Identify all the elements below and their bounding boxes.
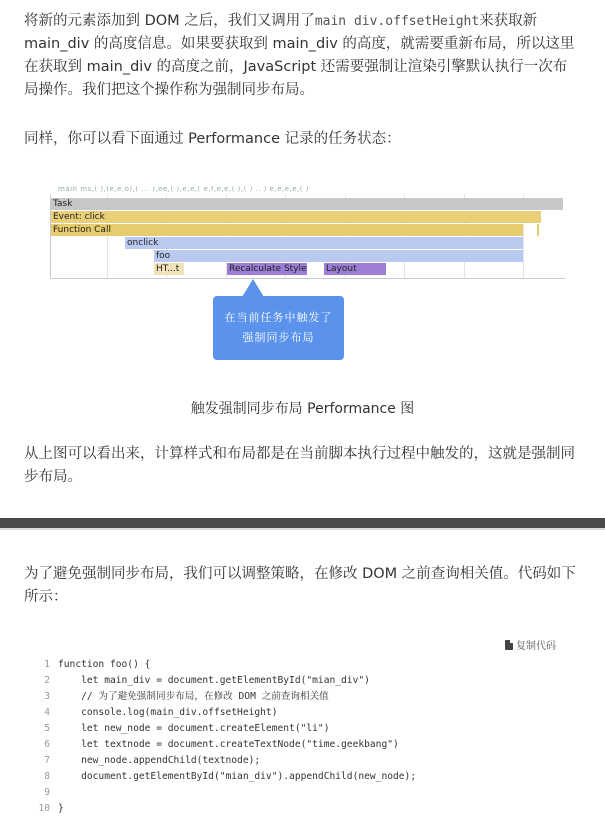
bar-layout[interactable]: Layout xyxy=(324,263,386,275)
line-number: 2 xyxy=(44,675,50,686)
line-number: 10 xyxy=(38,803,50,814)
line-number: 1 xyxy=(44,659,50,670)
p1-text-end: 来获取新 main_div 的高度信息。如果要获取到 main_div 的高度，就需要重新布局，所以这里在获取到 main_div 的高度之前，JavaScript 还需要强制让渲染引擎默认执行一次布局操作。我们把这个操作称为强制同步布局。 xyxy=(24,13,575,98)
section-divider-shadow xyxy=(0,528,605,530)
line-number: 4 xyxy=(44,707,50,718)
code-text: document.getElementById("mian_div").appendChild(new_node); xyxy=(58,771,417,782)
callout-line-2: 强制同步布局 xyxy=(242,331,315,344)
code-line xyxy=(30,769,590,785)
bar-foo[interactable]: foo xyxy=(154,250,523,262)
code-line xyxy=(30,657,590,673)
bar-function-call[interactable]: Function Call xyxy=(51,224,523,236)
paragraph-conclusion: 从上图可以看出来，计算样式和布局都是在当前脚本执行过程中触发的，这就是强制同步布局。 xyxy=(24,446,575,485)
callout-line-1: 在当前任务中触发了 xyxy=(224,311,333,324)
code-line xyxy=(30,753,590,769)
paragraph-avoid-layout: 为了避免强制同步布局，我们可以调整策略，在修改 DOM 之前查询相关值。代码如下所示： xyxy=(24,566,576,605)
line-number: 5 xyxy=(44,723,50,734)
code-line xyxy=(30,721,590,737)
paragraph-performance-intro: 同样，你可以看下面通过 Performance 记录的任务状态： xyxy=(24,131,401,147)
bar-task[interactable]: Task xyxy=(51,198,563,210)
line-number: 9 xyxy=(44,787,50,798)
copy-code-button[interactable] xyxy=(505,637,556,652)
code-text: let textnode = document.createTextNode("time.geekbang") xyxy=(58,739,399,750)
figure-caption: 触发强制同步布局 Performance 图 xyxy=(190,401,415,417)
section-divider xyxy=(0,518,605,528)
line-number: 6 xyxy=(44,739,50,750)
code-text: console.log(main_div.offsetHeight) xyxy=(58,707,278,718)
code-text: let new_node = document.createElement("li") xyxy=(58,723,330,734)
bar-onclick[interactable]: onclick xyxy=(125,237,523,249)
bar-tick xyxy=(537,224,539,236)
code-block xyxy=(30,657,590,817)
callout-box xyxy=(213,296,344,360)
figure-top-labels: main ms,( ),(e,e,o),( ... ),ee,( ),e,e,( e,f,e,e,( ),( ) .. ) e,e,e,e,( ) xyxy=(58,186,309,192)
code-text: new_node.appendChild(textnode); xyxy=(58,755,261,766)
bar-recalculate-style[interactable]: Recalculate Style xyxy=(229,264,307,274)
document-icon xyxy=(505,640,513,650)
code-line xyxy=(30,673,590,689)
performance-figure xyxy=(50,186,565,278)
code-line xyxy=(30,689,590,705)
callout-arrow xyxy=(242,279,264,297)
paragraph-forced-layout-intro xyxy=(24,10,580,102)
code-text: } xyxy=(58,803,64,814)
bar-html[interactable]: HT...t xyxy=(154,263,184,275)
code-text: function foo() { xyxy=(58,659,151,670)
line-number: 3 xyxy=(44,691,50,702)
bar-event-click[interactable]: Event: click xyxy=(51,211,541,223)
code-line xyxy=(30,785,590,801)
code-text: // 为了避免强制同步布局，在修改 DOM 之前查询相关值 xyxy=(58,691,329,702)
flame-chart xyxy=(50,194,565,279)
line-number: 8 xyxy=(44,771,50,782)
code-line xyxy=(30,801,590,817)
inline-code: main div.offsetHeight xyxy=(314,14,480,29)
copy-code-label: 复制代码 xyxy=(516,641,556,652)
code-line xyxy=(30,705,590,721)
code-line xyxy=(30,737,590,753)
line-number: 7 xyxy=(44,755,50,766)
p1-text-start: 将新的元素添加到 DOM 之后，我们又调用了 xyxy=(24,13,315,29)
code-text: let main_div = document.getElementById("mian_div") xyxy=(58,675,370,686)
